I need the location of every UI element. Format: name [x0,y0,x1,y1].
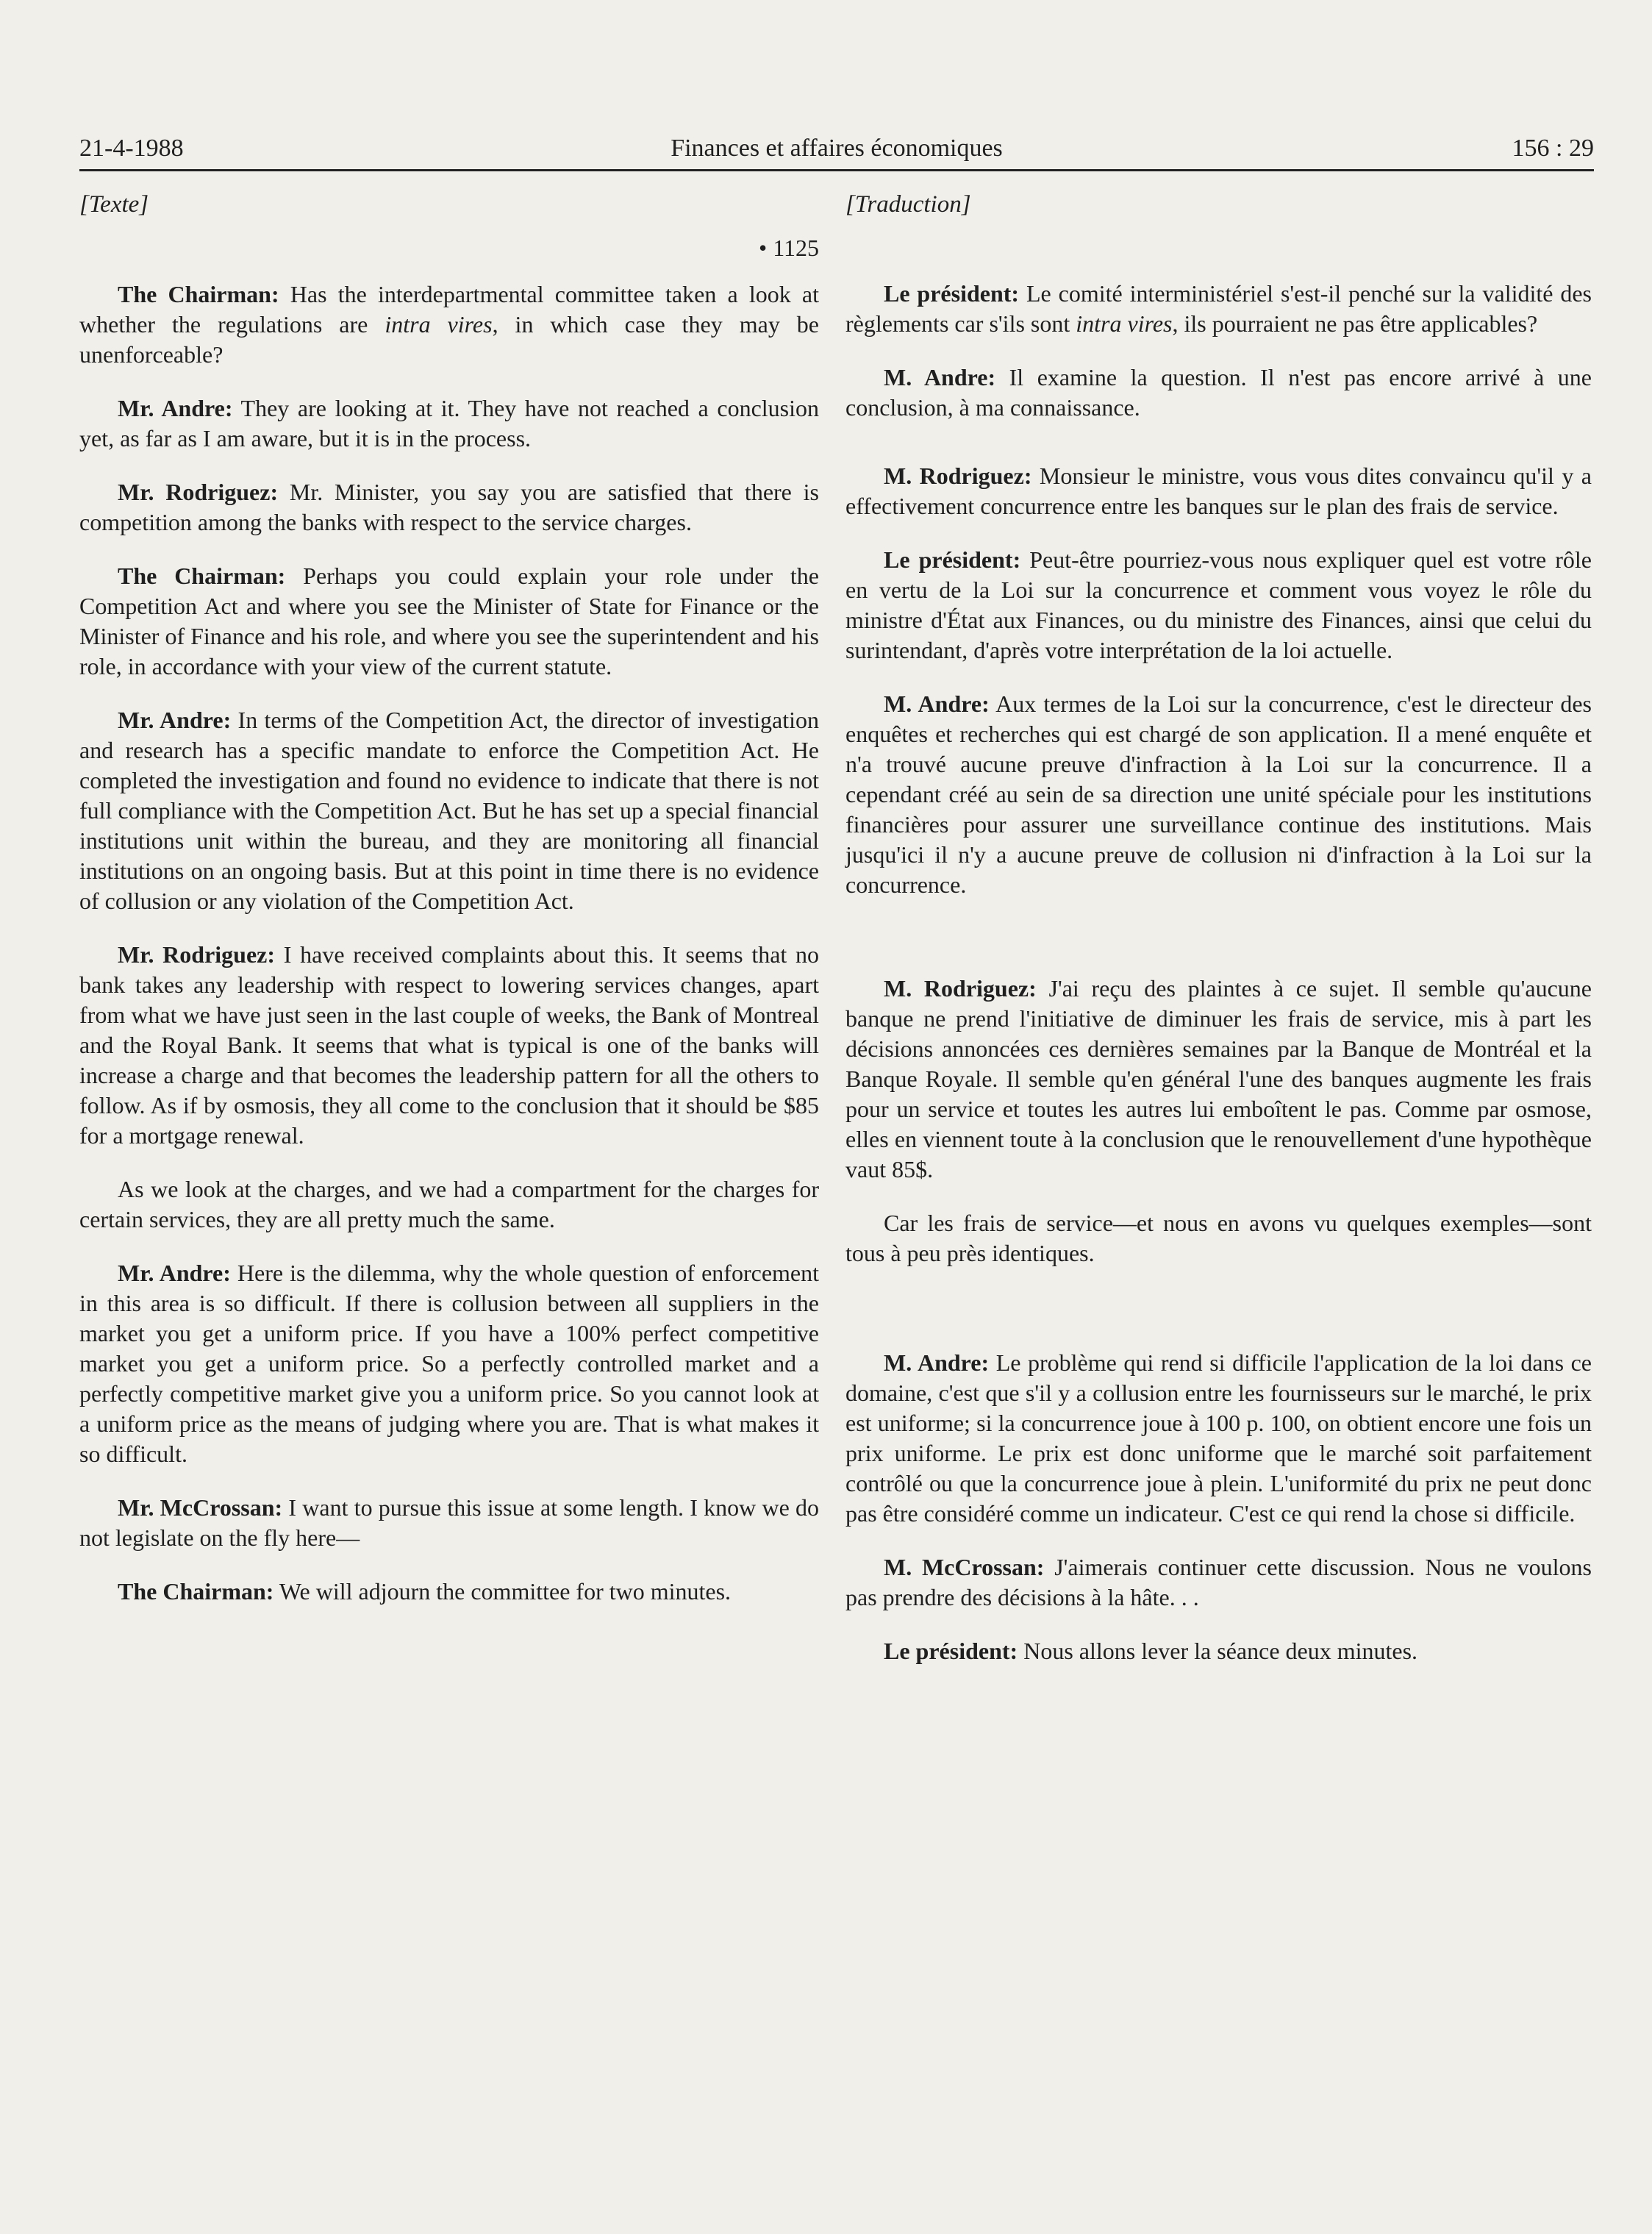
paragraph [845,363,1592,423]
paragraph-text: As we look at the charges, and we had a compartment for the charges for certain services, they are all pretty much the same. [79,1176,819,1232]
paragraph-text: Monsieur le ministre, vous vous dites convaincu qu'il y a effectivement concurrence entre les banques sur le plan des frais de service. [845,463,1592,519]
paragraph [845,545,1592,665]
paragraph-emphasis: intra vires [1076,310,1173,337]
paragraph-text: In terms of the Competition Act, the director of investigation and research has a specific mandate to enforce the Competition Act. He completed the investigation and found no evidence to indicate that there is not full compliance with the Competition Act. But he has set up a special financial institutions unit within the bureau, and they are monitoring all financial institutions on an ongoing basis. But at this point in time there is no evidence of collusion or any violation of the Competition Act. [79,707,819,914]
header-rule [79,169,1594,171]
speaker-name: Le président: [884,1638,1018,1664]
paragraph [845,689,1592,900]
paragraph [845,1636,1592,1666]
speaker-name: M. Rodriguez: [884,975,1037,1002]
speaker-name: Mr. Rodriguez: [118,479,279,505]
speaker-name: M. Andre: [884,364,996,390]
timestamp: • 1125 [758,235,819,261]
paragraph [845,1348,1592,1529]
speaker-name: M. McCrossan: [884,1554,1045,1580]
header-date: 21-4-1988 [79,135,184,162]
paragraph-text: Car les frais de service—et nous en avons vu quelques exemples—sont tous à peu près identiques. [845,1210,1592,1266]
speaker-name: Mr. McCrossan: [118,1494,283,1521]
paragraph [845,279,1592,339]
paragraph [845,1552,1592,1613]
speaker-name: Le président: [884,546,1021,573]
paragraph [845,974,1592,1185]
speaker-name: Mr. Andre: [118,707,232,733]
paragraph-text: J'ai reçu des plaintes à ce sujet. Il semble qu'aucune banque ne prend l'initiative de diminuer les frais de service, mis à part les décisions annoncées ces dernières semaines par la Banque de Montréal et la Banque Royale. Il semble qu'en général l'une des banques augmente les frais pour un service et toutes les autres lui emboîtent le pas. Comme par osmose, elles en viennent toute à la conclusion que le renouvellement d'une hypothèque vaut 85$. [845,975,1592,1182]
french-column [845,190,1592,1690]
paragraph-text: Il examine la question. Il n'est pas encore arrivé à une conclusion, à ma connaissance. [845,364,1592,421]
paragraph [79,477,819,538]
speaker-name: Mr. Andre: [118,1260,231,1286]
header-title: Finances et affaires économiques [671,135,1003,162]
speaker-name: Mr. Rodriguez: [118,941,276,968]
page-header [79,126,1594,171]
paragraph [79,1577,819,1607]
paragraph-text: We will adjourn the committee for two minutes. [273,1578,732,1605]
paragraph [845,461,1592,521]
paragraph-text: They are looking at it. They have not reached a conclusion yet, as far as I am aware, but it is in the process. [79,395,820,452]
paragraph-text: Mr. Minister, you say you are satisfied that there is competition among the banks with respect to the service charges. [79,479,820,535]
paragraph-text: Here is the dilemma, why the whole question of enforcement in this area is so difficult. If there is collusion between all suppliers in the market you get a uniform price. If you have a 100% perfect competitive market you get a uniform price. So a perfectly controlled market and a perfectly competitive market give you a uniform price. So you cannot look at a uniform price as the means of judging where you are. That is what makes it so difficult. [79,1260,820,1467]
speaker-name: M. Rodriguez: [884,463,1032,489]
paragraph [79,393,819,454]
speaker-name: M. Andre: [884,1349,990,1376]
paragraph-emphasis: intra vires [385,311,493,338]
speaker-name: M. Andre: [884,690,990,717]
paragraph [79,1258,819,1469]
paragraph-text: I have received complaints about this. It seems that no bank takes any leadership with respect to lowering services changes, apart from what we have just seen in the last couple of weeks, the Bank of Montreal and the Royal Bank. It seems that what is typical is one of the banks will increase a charge and that becomes the leadership pattern for all the others to follow. As if by osmosis, they all come to the conclusion that it should be $85 for a mortgage renewal. [79,941,820,1149]
header-page-number: 156 : 29 [1512,135,1594,162]
paragraph-text: Has the interdepartmental committee taken a look at whether the regulations are [79,281,820,338]
paragraph-text: Le problème qui rend si difficile l'application de la loi dans ce domaine, c'est que s'il y a collusion entre les fournisseurs sur le marché, le prix est uniforme; si la concurrence joue à 100 p. 100, on obtient encore une fois un prix uniforme. Le prix est donc uniforme que le marché soit parfaitement contrôlé ou que la concurrence joue à plein. L'uniformité du prix ne peut donc pas être considéré comme un indicateur. C'est ce qui rend la chose si difficile. [845,1349,1592,1527]
traduction-label: [Traduction] [845,191,971,218]
paragraph [845,1208,1592,1268]
paragraph-text: Le comité interministériel s'est-il penché sur la validité des règlements car s'ils sont [845,280,1592,337]
speaker-name: The Chairman: [118,563,286,589]
speaker-name: Le président: [884,280,1020,307]
paragraph-text: J'aimerais continuer cette discussion. Nous ne voulons pas prendre des décisions à la hâte. . . [845,1554,1592,1610]
speaker-name: Mr. Andre: [118,395,233,421]
paragraph-text: , ils pourraient ne pas être applicables? [1172,310,1538,337]
english-column [79,190,819,1630]
paragraph [79,561,819,682]
paragraph-text: Perhaps you could explain your role under the Competition Act and where you see the Minister of State for Finance or the Minister of Finance and his role, and where you see the superintendent and his role, in accordance with your view of the current statute. [79,563,819,679]
paragraph-text: Aux termes de la Loi sur la concurrence, c'est le directeur des enquêtes et recherches qui est chargé de son application. Il a mené enquête et n'a trouvé aucune preuve d'infraction à la Loi sur la concurrence. Il a cependant créé au sein de sa direction une unité spéciale pour les institutions financières pour assurer une surveillance continue des institutions. Mais jusqu'ici il n'y a aucune preuve de collusion ni d'infraction à la Loi sur la concurrence. [845,690,1592,898]
paragraph-text: , in which case they may be unenforceable? [79,311,820,368]
speaker-name: The Chairman: [118,1578,274,1605]
paragraph-text: Nous allons lever la séance deux minutes. [1018,1638,1418,1664]
paragraph [79,279,819,370]
paragraph [79,1493,819,1553]
paragraph [79,705,819,916]
paragraph [79,940,819,1151]
paragraph-text: I want to pursue this issue at some length. I know we do not legislate on the fly here— [79,1494,820,1551]
speaker-name: The Chairman: [118,281,279,307]
texte-label: [Texte] [79,191,149,218]
paragraph-text: Peut-être pourriez-vous nous expliquer quel est votre rôle en vertu de la Loi sur la concurrence et comment vous voyez le rôle du ministre d'État aux Finances, ou du ministre des Finances, ainsi que celui du surintendant, d'après votre interprétation de la loi actuelle. [845,546,1592,663]
paragraph [79,1174,819,1235]
